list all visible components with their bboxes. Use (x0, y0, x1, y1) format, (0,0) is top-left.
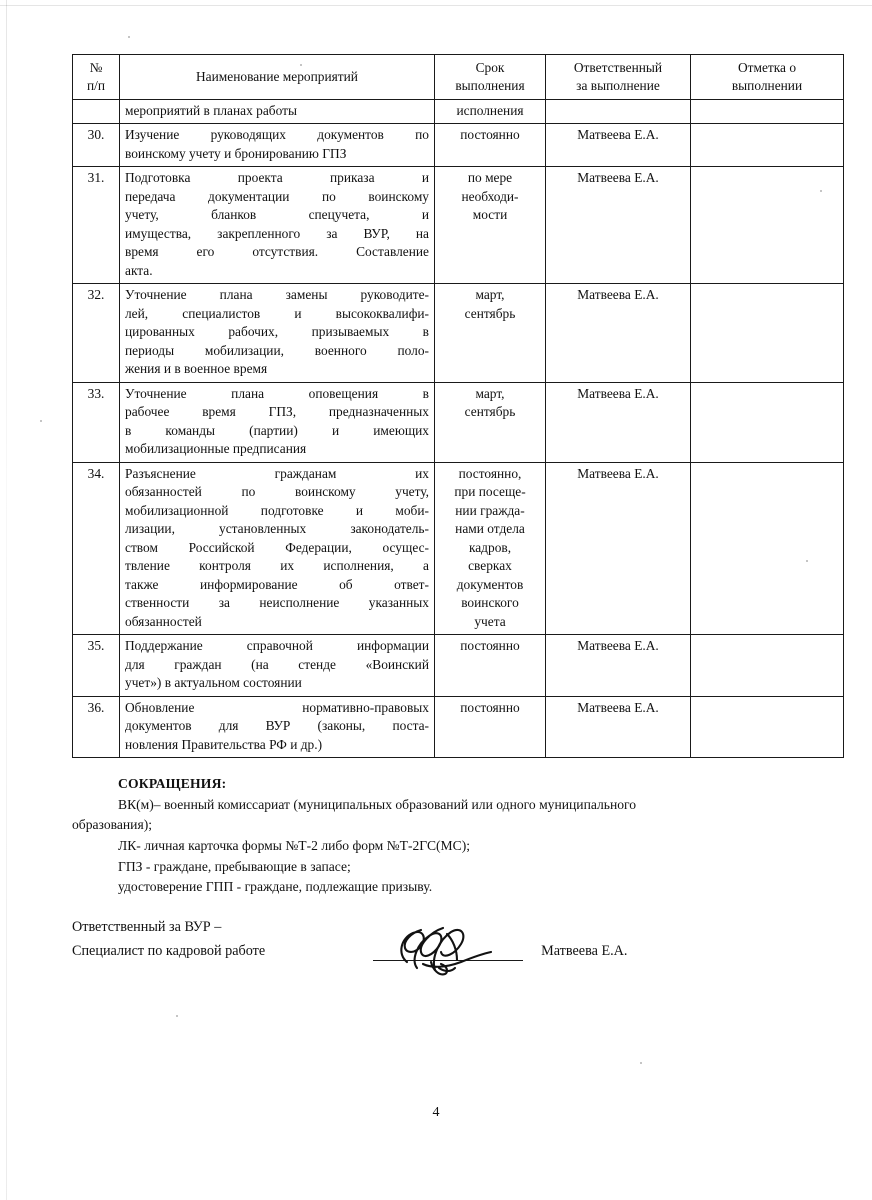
cell-term-line: сверках (468, 558, 512, 574)
cell-name-line: также информирование об ответ- (125, 576, 429, 592)
cell-name-line: периоды мобилизации, военного поло- (125, 342, 429, 358)
column-header-responsible-line2: за выполнение (576, 77, 660, 93)
cell-mark (691, 382, 844, 462)
scan-speck (176, 1015, 178, 1017)
cell-name (120, 284, 435, 383)
cell-name-line: Уточнение плана оповещения в (125, 385, 429, 401)
cell-name-line: лизации, установленных законодатель- (125, 521, 429, 537)
table-row (73, 124, 844, 167)
cell-name-line: лей, специалистов и высококвалифи- (125, 305, 429, 321)
abbreviations-block (72, 774, 788, 898)
signature-line-area (373, 944, 523, 964)
cell-name-line: Изучение руководящих документов по (125, 127, 429, 143)
cell-term-line: сентябрь (464, 404, 516, 420)
cell-name-line: мобилизационные предписания (125, 441, 307, 457)
cell-term (435, 284, 546, 383)
cell-mark (691, 167, 844, 284)
cell-number: 31. (73, 167, 120, 284)
cell-term-line: учета (474, 613, 506, 629)
signature-row (72, 939, 788, 963)
cell-name-line: учет») в актуальном состоянии (125, 675, 302, 691)
cell-mark (691, 635, 844, 697)
abbreviation-item: ГПЗ - граждане, пребывающие в запасе; (118, 858, 351, 874)
table-row-continuation (73, 99, 844, 124)
scan-edge-artifact (6, 0, 7, 1200)
cell-name (120, 167, 435, 284)
cell-term-line: документов (456, 576, 524, 592)
cell-responsible: Матвеева Е.А. (546, 462, 691, 635)
cell-name-line: Разъяснение гражданам их (125, 465, 429, 481)
cell-term-line: март, (475, 287, 505, 303)
cell-number: 32. (73, 284, 120, 383)
cell-name: мероприятий в планах работы (120, 99, 435, 124)
cell-term (435, 167, 546, 284)
cell-term-line: сентябрь (464, 305, 516, 321)
table-row (73, 167, 844, 284)
scan-speck (128, 36, 130, 38)
column-header-mark-line2: выполнении (731, 77, 803, 93)
cell-name-line: время его отсутствия. Составление (125, 244, 429, 260)
cell-term-line: воинского (461, 595, 519, 611)
cell-term-line: необходи- (461, 188, 519, 204)
column-header-term-line2: выполнения (455, 77, 525, 93)
scan-speck (40, 420, 42, 422)
cell-term: исполнения (435, 99, 546, 124)
cell-name (120, 124, 435, 167)
abbreviation-item: удостоверение ГПП - граждане, подлежащие призыву. (118, 879, 433, 895)
signature-rule (373, 960, 523, 961)
table-row (73, 635, 844, 697)
cell-number: 33. (73, 382, 120, 462)
column-header-number-line1: № (89, 60, 103, 75)
cell-name-line: рабочее время ГПЗ, предназначенных (125, 404, 429, 420)
cell-name-line: ственности за неисполнение указанных (125, 595, 429, 611)
table-row (73, 696, 844, 758)
cell-term-line: нами отдела (455, 521, 525, 537)
cell-name-line: Уточнение плана замены руководите- (125, 287, 429, 303)
scan-edge-artifact-top (0, 5, 872, 6)
cell-name-line: имущества, закрепленного за ВУР, на (125, 225, 429, 241)
cell-name-line: мобилизационной подготовке и моби- (125, 502, 429, 518)
table-row (73, 284, 844, 383)
cell-name-line: воинскому учету и бронированию ГПЗ (125, 145, 347, 161)
column-header-number-line2: п/п (86, 77, 106, 93)
cell-number: 30. (73, 124, 120, 167)
cell-name-line: для граждан (на стенде «Воинский (125, 656, 429, 672)
cell-responsible: Матвеева Е.А. (546, 124, 691, 167)
cell-responsible: Матвеева Е.А. (546, 382, 691, 462)
cell-name-line: обязанностей (125, 613, 202, 629)
abbreviations-title: СОКРАЩЕНИЯ: (118, 776, 227, 791)
cell-number: 34. (73, 462, 120, 635)
cell-name-line: в команды (партии) и имеющих (125, 422, 429, 438)
cell-term (435, 462, 546, 635)
cell-name-line: жения и в военное время (125, 361, 268, 377)
cell-name-line: обязанностей по воинскому учету, (125, 484, 429, 500)
cell-number: 35. (73, 635, 120, 697)
cell-term-line: кадров, (468, 539, 512, 555)
abbreviation-item: ЛК- личная карточка формы №Т-2 либо форм №Т-2ГС(МС); (118, 837, 471, 853)
cell-mark (691, 462, 844, 635)
table-row (73, 462, 844, 635)
cell-term-line: при посеще- (454, 484, 526, 500)
cell-name-line: новления Правительства РФ и др.) (125, 736, 323, 752)
cell-name-line: акта. (125, 262, 153, 278)
cell-name-line: передача документации по воинскому (125, 188, 429, 204)
column-header-term-line1: Срок (475, 60, 505, 75)
cell-term (435, 382, 546, 462)
table-body (73, 99, 844, 124)
cell-name (120, 635, 435, 697)
cell-responsible (546, 99, 691, 124)
cell-name (120, 382, 435, 462)
column-header-mark (691, 55, 844, 100)
column-header-name: Наименование мероприятий (120, 55, 435, 100)
cell-responsible: Матвеева Е.А. (546, 167, 691, 284)
cell-name-line: ством Российской Федерации, осущес- (125, 539, 429, 555)
column-header-term (435, 55, 546, 100)
signature-role-line2: Специалист по кадровой работе (72, 943, 266, 960)
cell-term-line: март, (475, 385, 505, 401)
cell-mark (691, 284, 844, 383)
cell-name-line: документов для ВУР (законы, поста- (125, 718, 429, 734)
cell-name-line: твление контроля их исполнения, а (125, 558, 429, 574)
cell-mark (691, 124, 844, 167)
table-header-row (73, 55, 844, 100)
cell-term (435, 124, 546, 167)
cell-name-line: Подготовка проекта приказа и (125, 170, 429, 186)
cell-term-line: постоянно (460, 699, 520, 715)
cell-name-line: цированных рабочих, призываемых в (125, 324, 429, 340)
cell-number: 36. (73, 696, 120, 758)
cell-responsible: Матвеева Е.А. (546, 696, 691, 758)
cell-name-line: учету, бланков спецучета, и (125, 207, 429, 223)
scan-speck (640, 1062, 642, 1064)
cell-mark (691, 696, 844, 758)
cell-mark (691, 99, 844, 124)
signature-block (72, 915, 788, 964)
cell-name (120, 696, 435, 758)
cell-term (435, 635, 546, 697)
signature-role-line1: Ответственный за ВУР – (72, 919, 222, 935)
cell-term-line: постоянно (460, 127, 520, 143)
column-header-responsible (546, 55, 691, 100)
table-header (73, 55, 844, 100)
cell-term-line: нии гражда- (455, 502, 525, 518)
table-row (73, 382, 844, 462)
cell-responsible: Матвеева Е.А. (546, 284, 691, 383)
column-header-mark-line1: Отметка о (737, 60, 797, 75)
measures-plan-table (72, 54, 844, 758)
cell-term-line: постоянно, (458, 465, 522, 481)
cell-name-line: Поддержание справочной информации (125, 638, 429, 654)
abbreviation-item: ВК(м)– военный комиссариат (муниципальных образований или одного муниципального (118, 796, 637, 812)
cell-term-line: по мере (467, 170, 513, 186)
cell-term (435, 696, 546, 758)
page-number: 4 (432, 1105, 440, 1120)
cell-number (73, 99, 120, 124)
signature-name: Матвеева Е.А. (541, 943, 628, 960)
cell-name (120, 462, 435, 635)
cell-responsible: Матвеева Е.А. (546, 635, 691, 697)
abbreviation-item-wrap: образования); (72, 817, 153, 833)
column-header-number (73, 55, 120, 100)
table-rows-body (73, 124, 844, 758)
cell-term-line: постоянно (460, 638, 520, 654)
cell-name-line: Обновление нормативно-правовых (125, 699, 429, 715)
cell-term-line: мости (472, 207, 508, 223)
column-header-responsible-line1: Ответственный (573, 60, 663, 75)
